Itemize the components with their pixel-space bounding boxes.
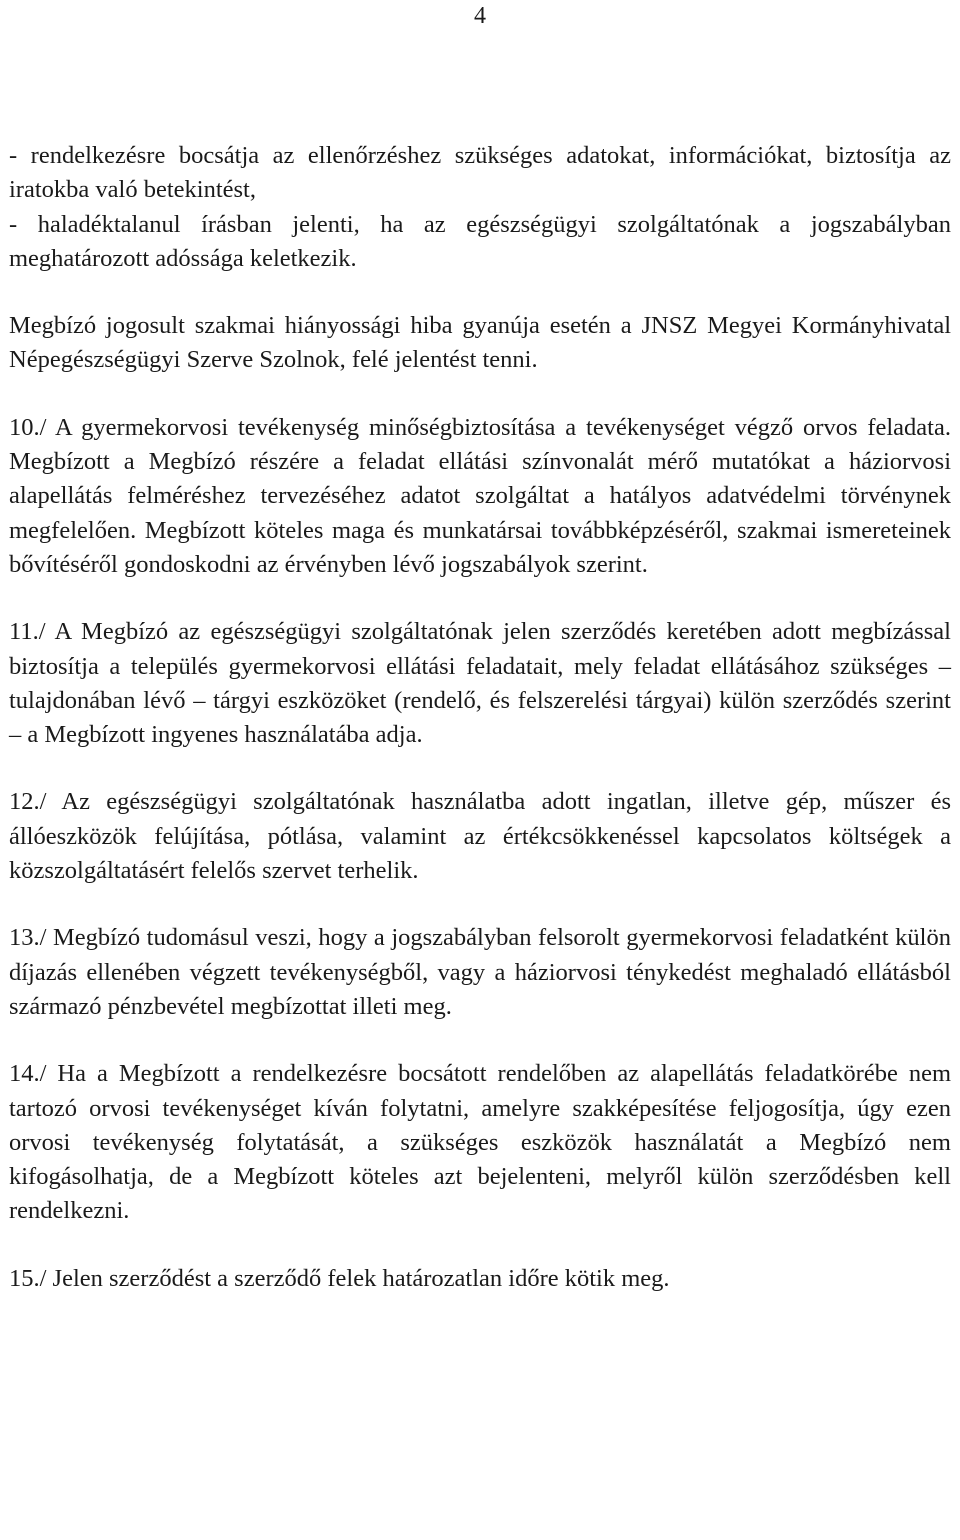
paragraph-report: Megbízó jogosult szakmai hiányossági hiba gyanúja esetén a JNSZ Megyei Kormányhivatal Népegészségügyi Szerve Szolnok, felé jelentést tenni. bbox=[9, 312, 951, 374]
document-body bbox=[9, 139, 951, 1296]
paragraph-section-11: 11./ A Megbízó az egészségügyi szolgáltatónak jelen szerződés keretében adott megbízással biztosítja a település gyermekorvosi ellátási feladatait, mely feladat ellátásához szükséges – tulajdonában lévő – tárgyi eszközöket (rendelő, és felszerelési tárgyai) külön szerződés szerint – a Megbízott ingyenes használatába adja. bbox=[9, 618, 951, 749]
page-number: 4 bbox=[474, 3, 486, 29]
paragraph-section-12: 12./ Az egészségügyi szolgáltatónak használatba adott ingatlan, illetve gép, műszer és állóeszközök felújítása, pótlása, valamint az értékcsökkenéssel kapcsolatos költségek a közszolgáltatásért felelős szervet terhelik. bbox=[9, 788, 951, 885]
paragraph-section-14: 14./ Ha a Megbízott a rendelkezésre bocsátott rendelőben az alapellátás feladatkörébe nem tartozó orvosi tevékenységet kíván folytatni, amelyre szakképesítése feljogosítja, úgy ezen orvosi tevékenység folytatását, a szükséges eszközök használatát a Megbízó nem kifogásolhatja, de a Megbízott köteles azt bejelenteni, melyről külön szerződésben kell rendelkezni. bbox=[9, 1060, 951, 1225]
paragraph-duty-data: - rendelkezésre bocsátja az ellenőrzéshez szükséges adatokat, információkat, biztosítja az iratokba való betekintést, bbox=[9, 142, 951, 204]
paragraph-section-10: 10./ A gyermekorvosi tevékenység minőségbiztosítása a tevékenységet végző orvos feladata. Megbízott a Megbízó részére a feladat ellátási színvonalát mérő mutatókat a háziorvosi alapellátás felméréshez tervezéséhez adatot szolgáltat a hatályos adatvédelmi törvénynek megfelelően. Megbízott köteles maga és munkatársai továbbképzéséről, szakmai ismereteinek bővítéséről gondoskodni az érvényben lévő jogszabályok szerint. bbox=[9, 413, 951, 578]
paragraph-section-13: 13./ Megbízó tudomásul veszi, hogy a jogszabályban felsorolt gyermekorvosi feladatként külön díjazás ellenében végzett tevékenységből, vagy a háziorvosi ténykedést meghaladó ellátásból származó pénzbevétel megbízottat illeti meg. bbox=[9, 924, 951, 1020]
paragraph-section-15: 15./ Jelen szerződést a szerződő felek határozatlan időre kötik meg. bbox=[9, 1264, 670, 1292]
paragraph-duty-debt: - haladéktalanul írásban jelenti, ha az egészségügyi szolgáltatónak a jogszabályban meghatározott adóssága keletkezik. bbox=[9, 210, 951, 272]
